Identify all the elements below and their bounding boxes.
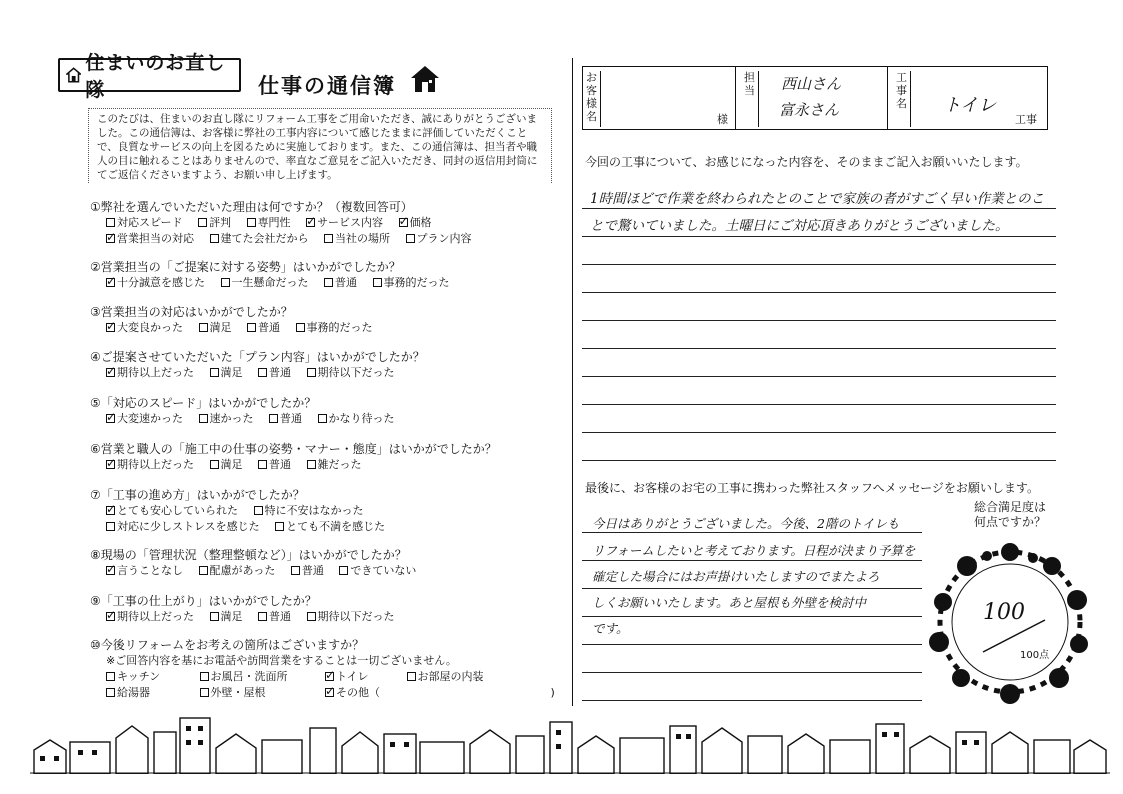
score-value: 100 [983, 600, 1025, 625]
ruled-line [582, 320, 1056, 321]
checkbox-option[interactable]: お部屋の内装 [407, 669, 484, 685]
question-4 [90, 350, 560, 381]
checkbox-option[interactable]: 特に不安はなかった [254, 503, 364, 519]
question-text: ⑤「対応のスピード」はいかがでしたか？ [90, 396, 317, 410]
column-divider [572, 58, 573, 706]
question-10 [90, 638, 560, 701]
house-icon [410, 64, 440, 94]
message-line: 今日はありがとうございました。今後、2階のトイレも [592, 516, 900, 531]
divider [735, 67, 736, 129]
option-row [90, 231, 560, 247]
option-row [90, 215, 560, 231]
checkbox[interactable] [247, 323, 256, 332]
work-label: 工事名 [893, 71, 911, 127]
message-prompt: 最後に、お客様のお宅の工事に携わった弊社スタッフへメッセージをお願いします。 [585, 481, 1039, 495]
checkbox-option[interactable]: ✓期待以上だった [106, 365, 194, 381]
checkbox-option[interactable]: 期待以下だった [307, 609, 395, 625]
checkbox-option[interactable]: 満足 [210, 609, 243, 625]
option-row [90, 685, 560, 701]
checkbox-option[interactable]: 期待以下だった [307, 365, 395, 381]
checkbox[interactable] [106, 522, 115, 531]
checkbox-option[interactable]: ✓営業担当の対応 [106, 231, 194, 247]
checkbox[interactable] [210, 460, 219, 469]
checkbox-checked[interactable] [106, 612, 115, 621]
checkbox-checked[interactable] [106, 566, 115, 575]
checkbox-option[interactable]: ✓期待以上だった [106, 457, 194, 473]
checkbox-option[interactable]: ✓ トイレ [325, 669, 391, 685]
checkbox[interactable] [296, 323, 305, 332]
checkbox-checked[interactable] [325, 672, 334, 681]
checkbox-option[interactable]: かなり待った [318, 411, 395, 427]
ruled-line [582, 460, 1056, 461]
message-line: リフォームしたいと考えております。日程が決まり予算を [592, 543, 916, 558]
checkbox-option[interactable]: 普通 [247, 320, 280, 336]
checkbox[interactable] [199, 566, 208, 575]
checkbox-checked[interactable] [106, 414, 115, 423]
checkbox-option[interactable]: 対応スピード [106, 215, 183, 231]
checkbox-checked[interactable] [106, 323, 115, 332]
checkbox[interactable] [258, 460, 267, 469]
checkbox-option[interactable]: 建てた会社だから [210, 231, 309, 247]
ruled-line [582, 432, 1056, 433]
checkbox-option[interactable]: ✓ サービス内容 [306, 215, 383, 231]
question-1 [90, 200, 560, 247]
score-label: 総合満足度は 何点ですか？ [973, 500, 1046, 529]
ruled-line [582, 292, 1056, 293]
checkbox-checked[interactable] [106, 278, 115, 287]
option-row [90, 275, 560, 291]
checkbox-option[interactable]: とても不満を感じた [275, 519, 385, 535]
checkbox-option[interactable]: キッチン [106, 669, 184, 685]
checkbox[interactable] [269, 414, 278, 423]
question-9 [90, 594, 560, 625]
question-6 [90, 442, 560, 473]
customer-label: お客様名 [583, 71, 601, 127]
checkbox-option[interactable]: 普通 [291, 563, 324, 579]
checkbox[interactable] [200, 688, 209, 697]
option-row [90, 365, 560, 381]
checkbox[interactable] [307, 612, 316, 621]
checkbox-option[interactable]: ✓期待以上だった [106, 609, 194, 625]
checkbox-option[interactable]: 満足 [210, 457, 243, 473]
question-text: ⑨「工事の仕上がり」はいかがでしたか？ [90, 594, 317, 608]
ruled-line [582, 560, 922, 561]
option-row [90, 457, 560, 473]
checkbox[interactable] [221, 278, 230, 287]
checkbox-option[interactable]: 速かった [199, 411, 254, 427]
checkbox[interactable] [199, 414, 208, 423]
staff-name: 西山さん [781, 75, 842, 93]
checkbox[interactable] [258, 612, 267, 621]
checkbox[interactable] [198, 218, 207, 227]
checkbox-option[interactable]: お風呂・洗面所 [200, 669, 310, 685]
checkbox-option[interactable]: ✓大変速かった [106, 411, 183, 427]
checkbox-checked[interactable] [306, 218, 315, 227]
checkbox-option[interactable]: 一生懸命だった [221, 275, 309, 291]
checkbox[interactable] [291, 566, 300, 575]
option-row [90, 411, 560, 427]
checkbox-option[interactable]: ✓大変良かった [106, 320, 183, 336]
question-text: ⑥営業と職人の「施工中の仕事の姿勢・マナー・態度」はいかがでしたか？ [90, 442, 497, 456]
checkbox-option[interactable]: 評判 [198, 215, 231, 231]
question-text: ②営業担当の「ご提案に対する姿勢」はいかがでしたか？ [90, 260, 401, 274]
checkbox[interactable] [106, 672, 115, 681]
checkbox-option[interactable]: 事務的だった [296, 320, 373, 336]
checkbox[interactable] [200, 672, 209, 681]
checkbox-option[interactable]: できていない [339, 563, 416, 579]
checkbox[interactable] [210, 368, 219, 377]
checkbox-option[interactable]: 配慮があった [199, 563, 276, 579]
customer-suffix: 様 [717, 113, 728, 126]
checkbox[interactable] [407, 672, 416, 681]
option-row [90, 609, 560, 625]
checkbox[interactable] [210, 612, 219, 621]
checkbox-checked[interactable] [106, 460, 115, 469]
question-text: ④ご提案させていただいた「プラン内容」はいかがでしたか？ [90, 350, 425, 364]
intro-text: このたびは、住まいのお直し隊にリフォーム工事をご用命いただき、誠にありがとうございました。この通信簿は、お客様に弊社の工事内容について感じたままに評価していただくことで、良質なサービスの向上を図るために実施しております。また、この通信簿は、担当者や職人の目に触れることはありませんので、率直なご意見をご記入いただき、同封の返信用封筒にてご返信くださいますよう、お願い申し上げます。 [88, 108, 552, 183]
question-5 [90, 396, 560, 427]
checkbox-option[interactable]: ✓とても安心していられた [106, 503, 238, 519]
form-title: 仕事の通信簿 [258, 74, 396, 98]
checkbox-option[interactable]: ✓十分誠意を感じた [106, 275, 205, 291]
comment-text: 1時間ほどで作業を終わられたとのことで家族の者がすごく早い作業とのことで驚いていました。土曜日にご対応頂きありがとうございました。 [590, 191, 1045, 234]
checkbox[interactable] [406, 234, 415, 243]
message-line: しくお願いいたします。あと屋根も外壁を検討中 [592, 595, 867, 610]
checkbox-option[interactable]: 普通 [258, 365, 291, 381]
customer-info-table [582, 66, 1048, 130]
option-row [90, 563, 560, 579]
option-row [90, 503, 560, 519]
checkbox-option[interactable]: ✓ 価格 [399, 215, 432, 231]
checkbox-checked[interactable] [106, 234, 115, 243]
divider [887, 67, 888, 129]
ruled-line [582, 264, 1056, 265]
question-text: ⑧現場の「管理状況（整理整頓など）」はいかがでしたか？ [90, 548, 407, 562]
house-icon [66, 67, 81, 83]
staff-label: 担当 [741, 71, 759, 127]
work-suffix: 工事 [1015, 113, 1037, 126]
checkbox-option[interactable]: 満足 [199, 320, 232, 336]
checkbox-checked[interactable] [106, 368, 115, 377]
work-name: トイレ [943, 95, 997, 116]
checkbox[interactable] [275, 522, 284, 531]
option-row [90, 320, 560, 336]
close-paren: ) [550, 686, 555, 699]
checkbox[interactable] [106, 218, 115, 227]
ruled-line [582, 348, 1056, 349]
checkbox-option[interactable]: ✓言うことなし [106, 563, 183, 579]
checkbox-option[interactable]: 普通 [258, 457, 291, 473]
checkbox[interactable] [254, 506, 263, 515]
checkbox-option[interactable]: プラン内容 [406, 231, 472, 247]
checkbox[interactable] [199, 323, 208, 332]
checkbox[interactable] [210, 234, 219, 243]
checkbox-option[interactable]: 普通 [258, 609, 291, 625]
checkbox-option[interactable]: 当社の場所 [324, 231, 390, 247]
ruled-line [582, 588, 922, 589]
checkbox-checked[interactable] [399, 218, 408, 227]
checkbox[interactable] [307, 368, 316, 377]
checkbox-option[interactable]: 対応に少しストレスを感じた [106, 519, 260, 535]
ruled-line [582, 404, 1056, 405]
message-line: です。 [592, 621, 629, 636]
checkbox-option[interactable]: 給湯器 [106, 685, 184, 701]
ruled-line [582, 672, 922, 673]
comment-prompt: 今回の工事について、お感じになった内容を、そのままご記入お願いいたします。 [585, 155, 1028, 169]
ruled-line [582, 532, 922, 533]
checkbox-option[interactable]: 雑だった [307, 457, 362, 473]
message-line: 確定した場合にはお声掛けいたしますのでまたよろ [592, 569, 880, 584]
question-text: ①弊社を選んでいただいた理由は何ですか？（複数回答可） [90, 200, 413, 214]
checkbox[interactable] [247, 218, 256, 227]
checkbox-option[interactable]: 満足 [210, 365, 243, 381]
checkbox-option[interactable]: 専門性 [247, 215, 291, 231]
ruled-line [582, 644, 922, 645]
question-8 [90, 548, 560, 579]
question-2 [90, 260, 560, 291]
checkbox-option[interactable]: ✓ その他（ [325, 685, 535, 701]
checkbox-option[interactable]: 外壁・屋根 [200, 685, 310, 701]
question-3 [90, 305, 560, 336]
checkbox-checked[interactable] [106, 506, 115, 515]
brand-name: 住まいのお直し隊 [85, 52, 226, 101]
checkbox-option[interactable]: 普通 [269, 411, 302, 427]
ruled-line [582, 616, 922, 617]
question-note: ※ご回答内容を基にお電話や訪問営業をすることは一切ございません。 [106, 654, 457, 667]
checkbox[interactable] [318, 414, 327, 423]
checkbox[interactable] [106, 688, 115, 697]
checkbox[interactable] [307, 460, 316, 469]
question-text: ③営業担当の対応はいかがでしたか？ [90, 305, 293, 319]
checkbox[interactable] [258, 368, 267, 377]
question-7 [90, 488, 560, 535]
question-text: ⑦「工事の進め方」はいかがでしたか？ [90, 488, 305, 502]
ruled-line [582, 376, 1056, 377]
ruled-line [582, 700, 922, 701]
checkbox-option[interactable]: 事務的だった [373, 275, 450, 291]
brand-logo [58, 52, 241, 101]
checkbox[interactable] [339, 566, 348, 575]
town-illustration [30, 712, 1110, 774]
score-max: 100点 [1020, 650, 1050, 661]
checkbox[interactable] [373, 278, 382, 287]
checkbox[interactable] [324, 234, 333, 243]
checkbox-option[interactable]: 普通 [324, 275, 357, 291]
checkbox-checked[interactable] [325, 688, 334, 697]
staff-name: 富永さん [779, 101, 840, 119]
checkbox[interactable] [324, 278, 333, 287]
option-row [90, 519, 560, 535]
question-text: ⑩今後リフォームをお考えの箇所はございますか？ [90, 638, 365, 652]
